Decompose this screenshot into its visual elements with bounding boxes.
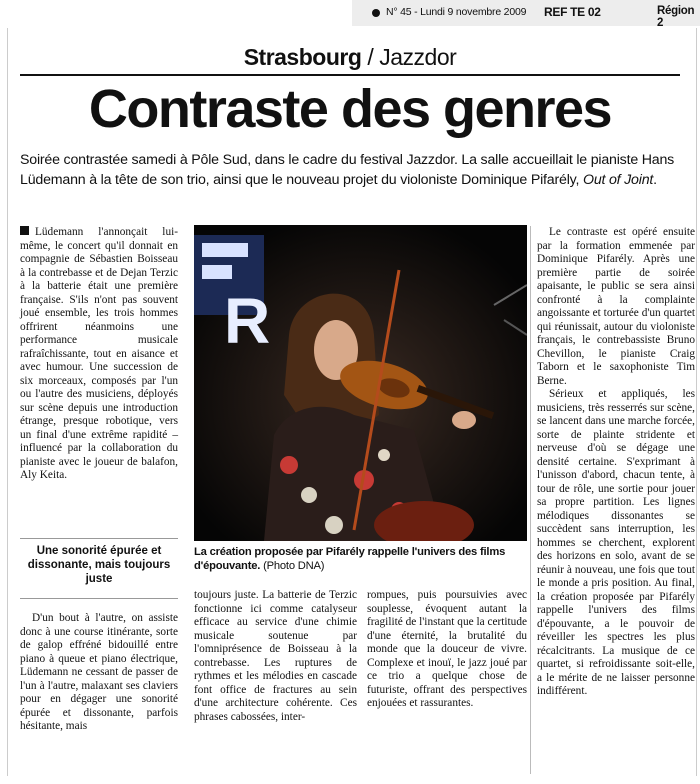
standfirst-italic: Out of Joint bbox=[582, 172, 654, 188]
column-1b-text: D'un bout à l'autre, on assiste donc à une course itinérante, sorte de galop effréné bidouillé entre piano à queue et piano électrique, Lüdemann ne cessant de passer de l'un à l'autre, malaxant ses claviers pour en dégager une sonorité épurée et dissonante, parfois hésitante, mais bbox=[20, 612, 178, 732]
column-2-text: toujours juste. La batterie de Terzic fonctionne ici comme catalyseur efficace au service d'une chimie musicale soutenue par l'omniprésence de Boisseau à la contrebasse. Les ruptures de rythmes et les mélodies en cascade font office de fractures au sein d'une architecture cohérente. Ces phrases cabossées, inter- bbox=[194, 589, 357, 723]
rubric-city: Strasbourg bbox=[243, 44, 362, 70]
column-divider bbox=[530, 226, 531, 774]
column-4-paragraph-2: Sérieux et appliqués, les musiciens, très resserrés sur scène, se lancent dans une marche forcée, sorte de plainte stridente et nerveuse d'où se dégage une densité certaine. S'exprimant à l'unisson d'abord, chacun tente, à tour de rôle, une sortie pour jouer sa propre partition. Les lignes mélodiques dissonantes se succèdent sans interruption, les hommes se cherchent, explorent des horizons en solo, avant de se réunir à nouveau, une fois que tout le monde a pris position. Au final, la création proposée par Pifarély rappelle l'univers des films d'épouvante, a le pouvoir de réveiller les spectres les plus récalcitrants. La musique de ce quartet, si refroidissante soit-elle, a le mérite de ne laisser personne indifférent. bbox=[537, 388, 695, 697]
square-bullet-icon bbox=[20, 226, 29, 235]
article-column-4 bbox=[537, 226, 695, 699]
subhead-bottom-rule bbox=[20, 598, 178, 599]
photo-credit: (Photo DNA) bbox=[263, 559, 325, 572]
photo-violinist-icon bbox=[194, 225, 527, 541]
issue-info: N° 45 - Lundi 9 novembre 2009 bbox=[386, 6, 527, 18]
region-label: Région 2 bbox=[657, 5, 695, 29]
column-1-text: Lüdemann l'annonçait lui-même, le concert qu'il donnait en compagnie de Sébastien Boisseau à la contrebasse et de Dejan Terzic à la batterie était une première française. S'ils n'ont pas souvent joué ensemble, les trois hommes offrirent néanmoins une performance musicale rafraîchissante, tout en aisance et avec humour. Une succession de six morceaux, composés par l'un ou l'autre des musiciens, déployés sur scène depuis une introduction étrange, presque robotique, vers un final d'une extrême rapidité – influencé par la collaboration du pianiste avec le joueur de balafon, Aly Keita. bbox=[20, 226, 178, 481]
article-column-2 bbox=[194, 589, 357, 724]
rubric bbox=[0, 44, 700, 71]
headline: Contraste des genres bbox=[88, 79, 612, 139]
subhead: Une sonorité épurée et dissonante, mais toujours juste bbox=[27, 545, 171, 585]
caption-text: La création proposée par Pifarély rappelle l'univers des films d'épouvante. bbox=[194, 546, 506, 572]
bullet-icon bbox=[372, 9, 380, 17]
article-column-3 bbox=[367, 589, 527, 711]
concert-photo bbox=[194, 225, 527, 541]
rubric-rule bbox=[20, 74, 680, 76]
article-column-1b bbox=[20, 612, 178, 734]
rubric-separator: / bbox=[367, 44, 374, 70]
article-column-1 bbox=[20, 226, 178, 483]
stage-sign-letter: R bbox=[224, 285, 271, 357]
column-3-text: rompues, puis poursuivies avec souplesse, évoquent autant la fragilité de l'instant que la certitude d'une éternité, la brutalité du monde que la douceur de vivre. Complexe et inouï, le jazz joué par ce trio a quelque chose de futuriste, offrant des perspectives enjouées et rassurantes. bbox=[367, 589, 527, 709]
standfirst-text: Soirée contrastée samedi à Pôle Sud, dans le cadre du festival Jazzdor. La salle accueillait le pianiste Hans Lüdemann à la tête de son trio, ainsi que le nouveau projet du violoniste Dominique Pifarély, bbox=[20, 152, 675, 188]
photo-caption bbox=[194, 546, 527, 573]
standfirst-end: . bbox=[653, 172, 657, 188]
page-ref: REF TE 02 bbox=[544, 5, 601, 19]
standfirst bbox=[20, 150, 694, 190]
subhead-top-rule bbox=[20, 538, 178, 539]
page-header bbox=[372, 5, 697, 29]
column-4-paragraph-1: Le contraste est opéré ensuite par la formation emmenée par Dominique Pifarély. Après une première partie de soirée apaisante, le public se sera ainsi confronté à la complainte angoissante et torturée d'un quartet qui réunissait, autour du violoniste français, le contrebassiste Bruno Chevillon, le pianiste Craig Taborn et le saxophoniste Tim Berne. bbox=[537, 226, 695, 387]
header-blank bbox=[0, 0, 352, 26]
rubric-section: Jazzdor bbox=[379, 44, 457, 70]
